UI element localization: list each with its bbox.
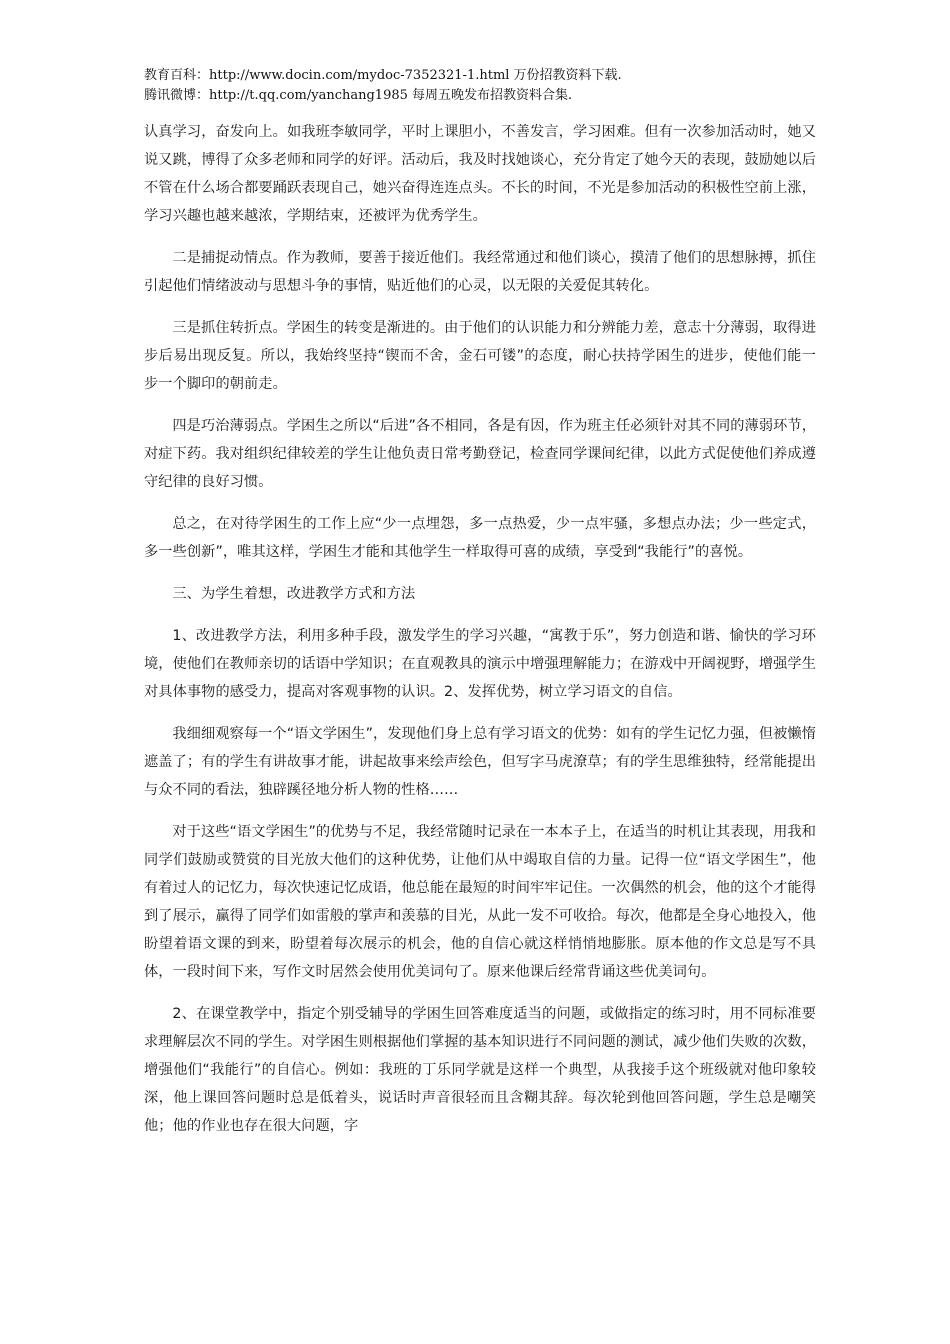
header-line-docin: 教育百科：http://www.docin.com/mydoc-7352321-1.html 万份招教资料下载. bbox=[144, 68, 622, 83]
paragraph-continuation: 认真学习，奋发向上。如我班李敏同学，平时上课胆小，不善发言，学习困难。但有一次参加活动时，她又说又跳，博得了众多老师和同学的好评。活动后，我及时找她谈心，充分肯定了她今天的表现，鼓励她以后不管在什么场合都要踊跃表现自己，她兴奋得连连点头。不长的时间，不光是参加活动的积极性空前上涨，学习兴趣也越来越浓，学期结束，还被评为优秀学生。 bbox=[144, 124, 816, 224]
paragraph-example-memory: 对于这些“语文学困生”的优势与不足，我经常随时记录在一本本子上，在适当的时机让其表现，用我和同学们鼓励或赞赏的目光放大他们的这种优势，让他们从中竭取自信的力量。记得一位“语文学困生”，他有着过人的记忆力，每次快速记忆成语，他总能在最短的时间牢牢记住。一次偶然的机会，他的这个才能得到了展示，赢得了同学们如雷般的掌声和羡慕的目光，从此一发不可收拾。每次，他都是全身心地投入，他盼望着语文课的到来，盼望着每次展示的机会，他的自信心就这样悄悄地膨胀。原本他的作文总是写不具体，一段时间下来，写作文时居然会使用优美词句了。原来他课后经常背诵这些优美词句。 bbox=[144, 824, 816, 980]
paragraph-observation: 我细细观察每一个“语文学困生”，发现他们身上总有学习语文的优势：如有的学生记忆力强，但被懒惰遮盖了；有的学生有讲故事才能，讲起故事来绘声绘色，但写字马虎潦草；有的学生思维独特，经常能提出与众不同的看法，独辟蹊径地分析人物的性格…… bbox=[144, 726, 816, 798]
paragraph-point-two: 二是捕捉动情点。作为教师，要善于接近他们。我经常通过和他们谈心，摸清了他们的思想脉搏，抓住引起他们情绪波动与思想斗争的事情，贴近他们的心灵，以无限的关爱促其转化。 bbox=[144, 250, 816, 294]
section-heading-three: 三、为学生着想，改进教学方式和方法 bbox=[172, 586, 416, 602]
paragraph-point-three: 三是抓住转折点。学困生的转变是渐进的。由于他们的认识能力和分辨能力差，意志十分薄弱，取得进步后易出现反复。所以，我始终坚持“锲而不舍，金石可镂”的态度，耐心扶持学困生的进步，使他们能一步一个脚印的朝前走。 bbox=[144, 320, 816, 392]
document-body bbox=[144, 118, 816, 1154]
paragraph-method-one: 1、改进教学方法，利用多种手段，激发学生的学习兴趣，“寓教于乐”，努力创造和谐、愉快的学习环境，使他们在教师亲切的话语中学知识；在直观教具的演示中增强理解能力；在游戏中开阔视野，增强学生对具体事物的感受力，提高对客观事物的认识。2、发挥优势，树立学习语文的自信。 bbox=[144, 628, 816, 700]
header-line-weibo: 腾讯微博：http://t.qq.com/yanchang1985 每周五晚发布招教资料合集. bbox=[144, 88, 573, 103]
page-header bbox=[144, 66, 824, 106]
paragraph-method-two: 2、在课堂教学中，指定个别受辅导的学困生回答难度适当的问题，或做指定的练习时，用不同标准要求理解层次不同的学生。对学困生则根据他们掌握的基本知识进行不同问题的测试，减少他们失败的次数，增强他们“我能行”的自信心。例如：我班的丁乐同学就是这样一个典型，从我接手这个班级就对他印象较深，他上课回答问题时总是低着头，说话时声音很轻而且含糊其辞。每次轮到他回答问题，学生总是嘲笑他；他的作业也存在很大问题，字 bbox=[144, 1006, 816, 1134]
paragraph-summary: 总之，在对待学困生的工作上应“少一点埋怨，多一点热爱，少一点牢骚，多想点办法；少一些定式，多一些创新”，唯其这样，学困生才能和其他学生一样取得可喜的成绩，享受到“我能行”的喜悦。 bbox=[144, 516, 816, 560]
paragraph-point-four: 四是巧治薄弱点。学困生之所以“后进”各不相同，各是有因，作为班主任必须针对其不同的薄弱环节，对症下药。我对组织纪律较差的学生让他负责日常考勤登记，检查同学课间纪律，以此方式促使他们养成遵守纪律的良好习惯。 bbox=[144, 418, 816, 490]
